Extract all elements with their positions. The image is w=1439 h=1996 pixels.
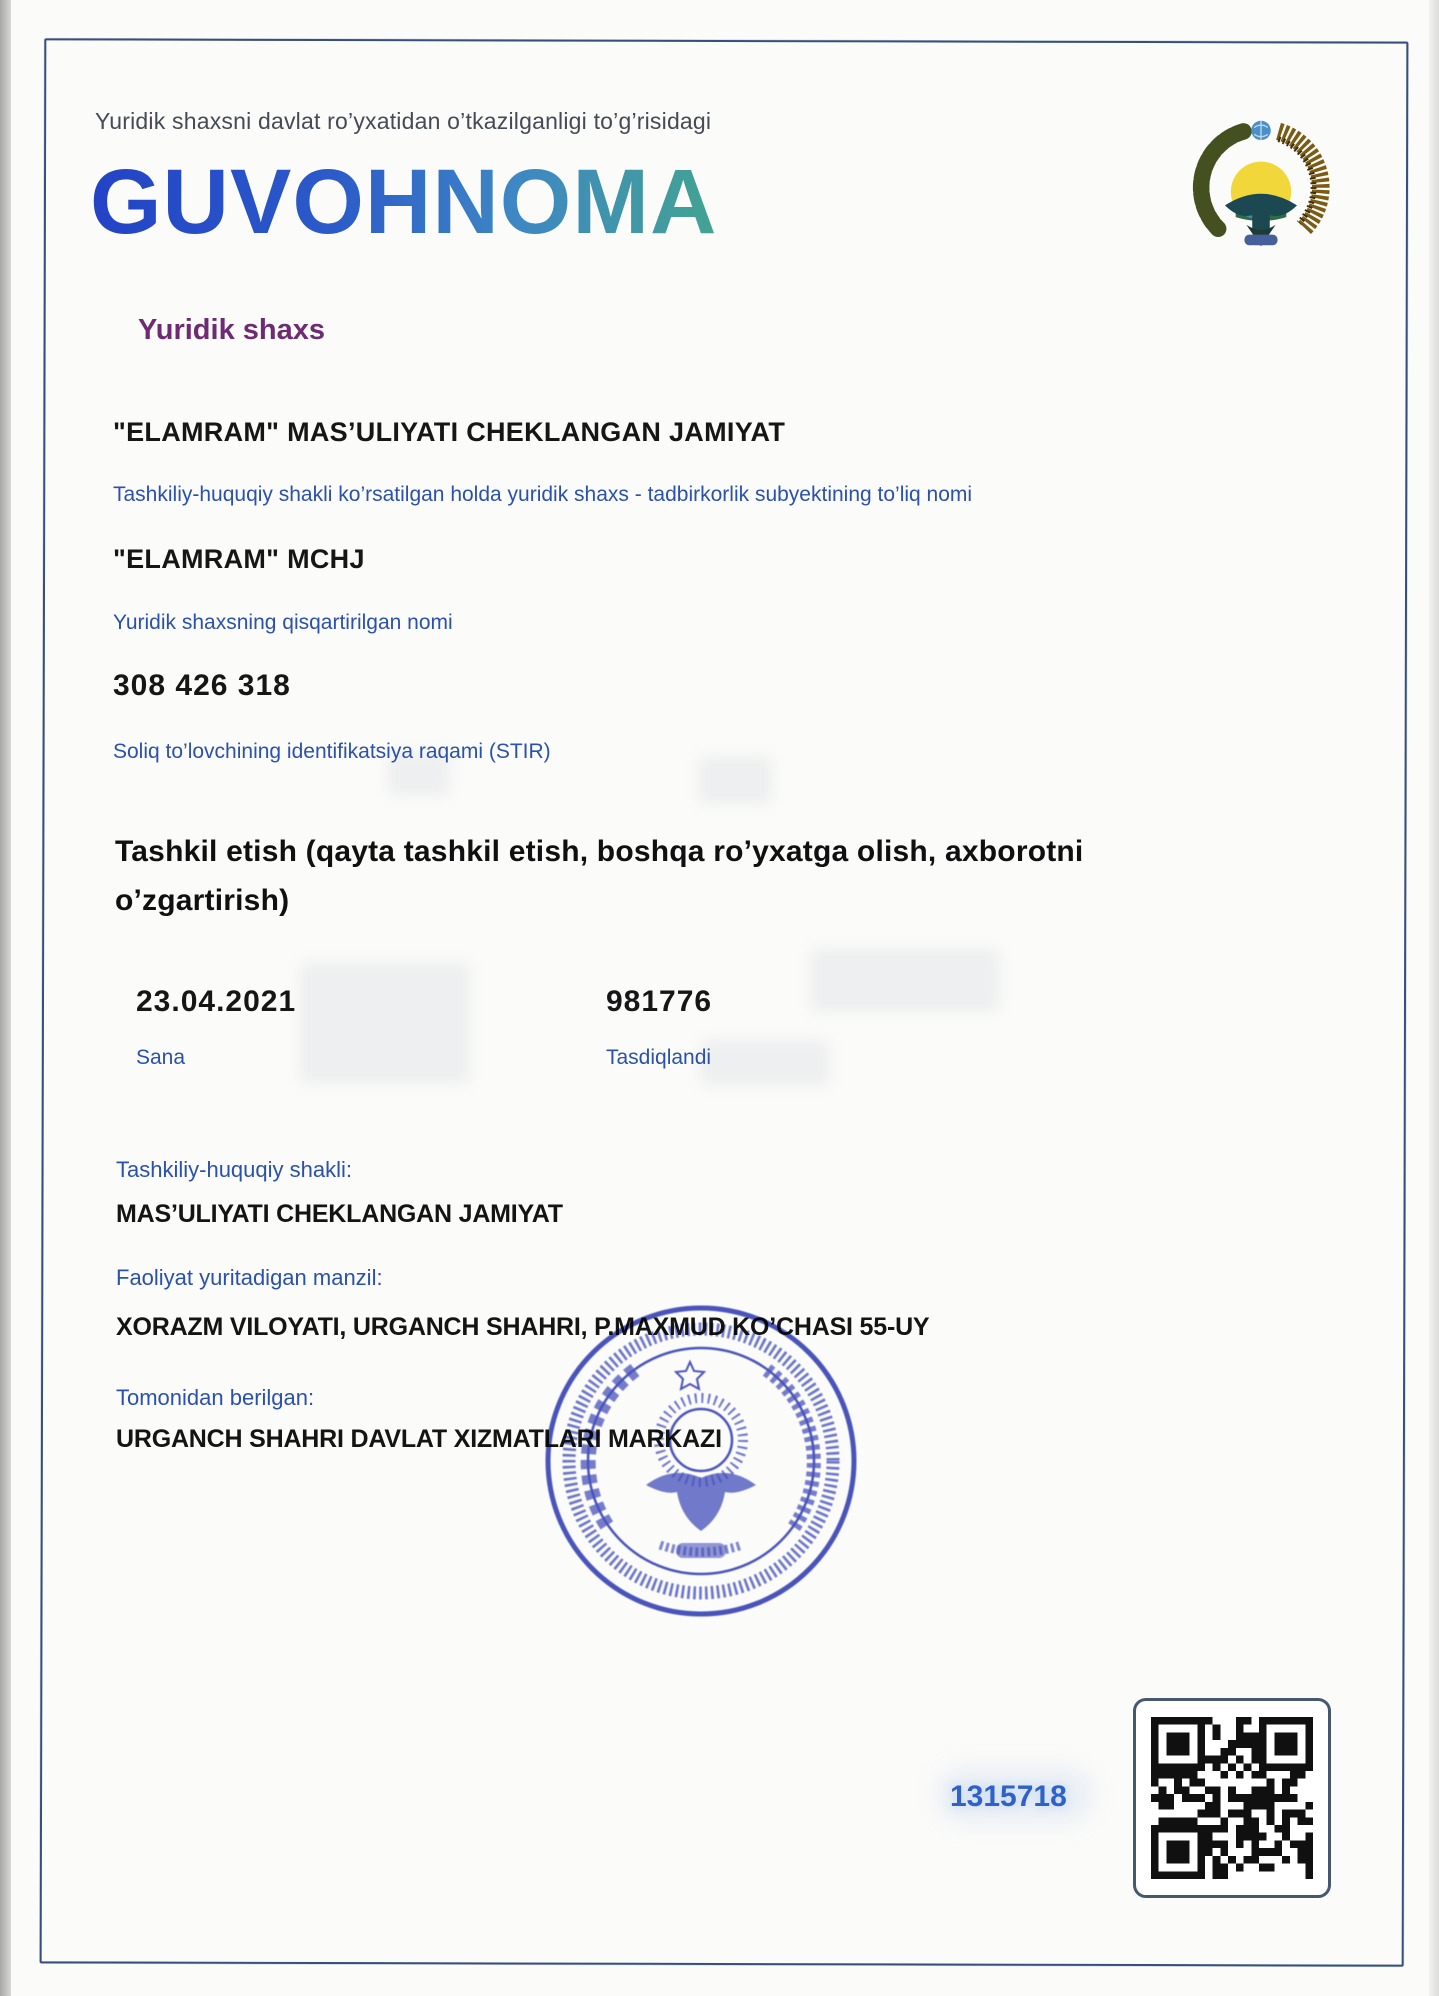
date-label: Sana [136,1046,186,1069]
issuer-label: Tomonidan berilgan: [116,1385,315,1410]
date-value: 23.04.2021 [136,985,297,1018]
serial-number: 1315718 [950,1780,1067,1813]
full-name-value: "ELAMRAM" MAS’ULIYATI CHEKLANGAN JAMIYAT [113,417,786,447]
legal-form-label: Tashkiliy-huquqiy shakli: [116,1157,352,1182]
address-value: XORAZM VILOYATI, URGANCH SHAHRI, P.MAXMUD KO’CHASI 55-UY [116,1313,930,1341]
full-name-label: Tashkiliy-huquqiy shakli ko’rsatilgan holda yuridik shaxs - tadbirkorlik subyektining to’liq nomi [113,483,973,506]
official-round-stamp-icon [540,1300,862,1622]
scan-artifact [810,948,1000,1012]
document-title: GUVOHNOMA [90,151,718,253]
short-name-value: "ELAMRAM" MCHJ [113,544,365,574]
approval-number-label: Tasdiqlandi [606,1046,712,1069]
document-supertitle: Yuridik shaxsni davlat ro’yxatidan o’tkazilganligi to’g’risidagi [95,108,712,134]
legal-form-value: MAS’ULIYATI CHEKLANGAN JAMIYAT [116,1200,563,1228]
stir-value: 308 426 318 [113,669,291,702]
qr-code-icon [1151,1717,1313,1879]
scan-edge [0,0,11,1996]
stir-label: Soliq to’lovchining identifikatsiya raqami (STIR) [113,740,551,763]
scan-artifact [300,962,470,1084]
uzbekistan-state-emblem-icon [1188,108,1334,258]
issuer-value: URGANCH SHAHRI DAVLAT XIZMATLARI MARKAZI [116,1425,722,1453]
address-label: Faoliyat yuritadigan manzil: [116,1265,383,1290]
scan-artifact [700,1040,830,1086]
short-name-label: Yuridik shaxsning qisqartirilgan nomi [113,611,453,634]
entity-type-label: Yuridik shaxs [138,314,325,346]
approval-number-value: 981776 [606,985,713,1018]
registration-action: Tashkil etish (qayta tashkil etish, boshqa ro’yxatga olish, axborotni o’zgartirish) [115,835,1084,917]
scan-artifact [698,756,772,804]
qr-code [1133,1698,1331,1898]
scan-edge [1429,0,1439,1996]
